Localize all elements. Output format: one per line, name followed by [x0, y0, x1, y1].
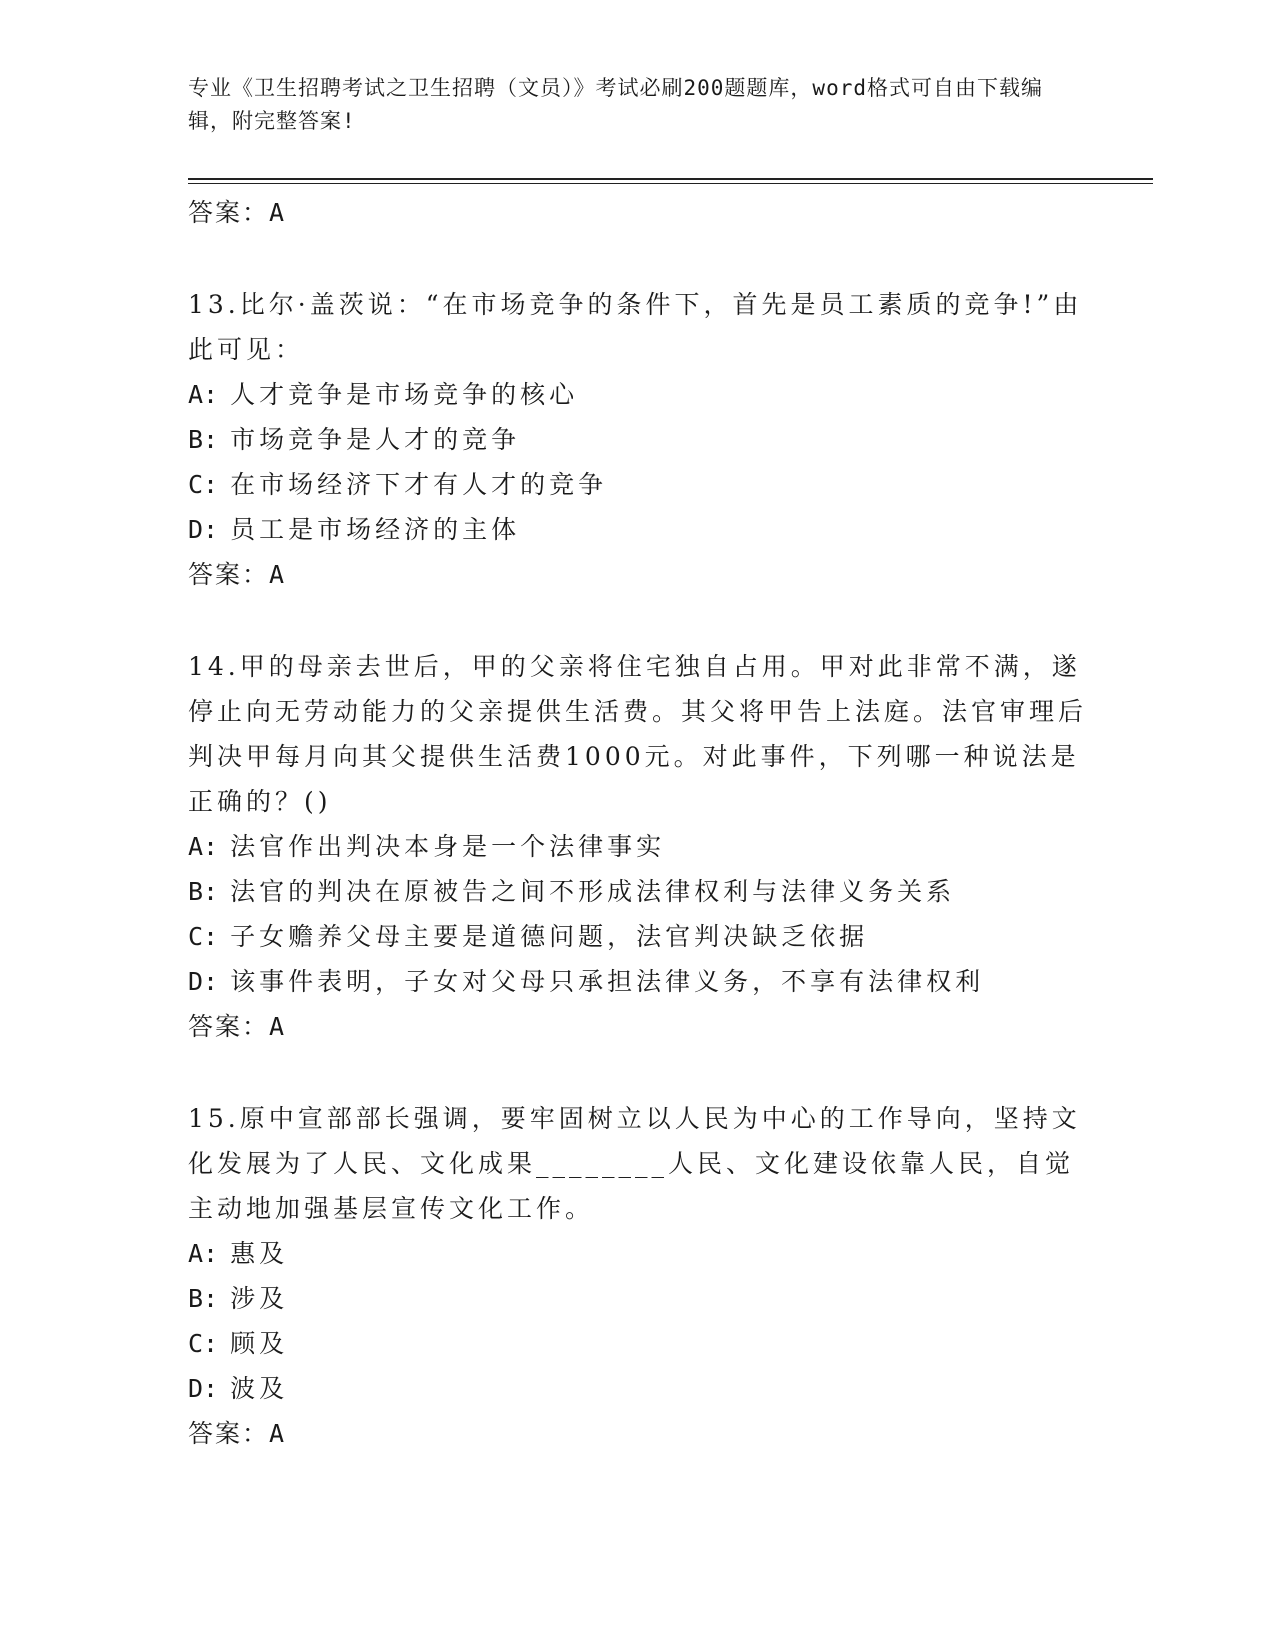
answer-line [188, 190, 1088, 236]
answer-line [188, 1411, 1088, 1457]
option-text: 子女赡养父母主要是道德问题，法官判决缺乏依据 [230, 922, 869, 951]
option-label: B: [188, 1284, 219, 1313]
question-13 [188, 282, 1088, 598]
option-label: A: [188, 832, 219, 861]
question-stem: 14.甲的母亲去世后，甲的父亲将住宅独自占用。甲对此非常不满，遂停止向无劳动能力的父亲提供生活费。其父将甲告上法庭。法官审理后判决甲每月向其父提供生活费1000元。对此事件，下列哪一种说法是正确的？() [188, 652, 1088, 816]
option-text: 惠及 [230, 1239, 289, 1268]
option-b [188, 869, 1088, 914]
option-text: 顾及 [230, 1329, 289, 1358]
option-c [188, 1321, 1088, 1366]
option-label: B: [188, 425, 219, 454]
header-title: 专业《卫生招聘考试之卫生招聘（文员）》考试必刷200题题库，word格式可自由下载编辑，附完整答案! [188, 76, 1043, 133]
option-b [188, 417, 1088, 462]
option-a [188, 372, 1088, 417]
answer-label: 答案： [188, 198, 270, 227]
option-label: C: [188, 1329, 219, 1358]
option-text: 法官作出判决本身是一个法律事实 [230, 832, 666, 861]
option-text: 波及 [230, 1374, 289, 1403]
option-a [188, 1231, 1088, 1276]
answer-line [188, 1004, 1088, 1050]
option-text: 员工是市场经济的主体 [230, 515, 521, 544]
answer-line [188, 552, 1088, 598]
answer-value: A [269, 1012, 287, 1041]
question-stem: 13.比尔·盖茨说：“在市场竞争的条件下，首先是员工素质的竞争!”由此可见： [188, 290, 1083, 364]
option-label: D: [188, 967, 219, 996]
answer-label: 答案： [188, 1012, 270, 1041]
option-label: A: [188, 1239, 219, 1268]
answer-value: A [269, 560, 287, 589]
option-b [188, 1276, 1088, 1321]
answer-label: 答案： [188, 560, 270, 589]
option-label: C: [188, 470, 219, 499]
question-list [188, 190, 1088, 1457]
option-label: D: [188, 1374, 219, 1403]
option-text: 人才竞争是市场竞争的核心 [230, 380, 579, 409]
option-text: 法官的判决在原被告之间不形成法律权利与法律义务关系 [230, 877, 956, 906]
option-label: A: [188, 380, 219, 409]
option-label: B: [188, 877, 219, 906]
answer-value: A [269, 1419, 287, 1448]
question-15 [188, 1096, 1088, 1457]
option-text: 在市场经济下才有人才的竞争 [230, 470, 608, 499]
header-rule-thick [188, 178, 1153, 180]
option-a [188, 824, 1088, 869]
option-text: 市场竞争是人才的竞争 [230, 425, 521, 454]
option-d [188, 1366, 1088, 1411]
option-text: 该事件表明，子女对父母只承担法律义务，不享有法律权利 [230, 967, 985, 996]
header-rule-thin [188, 183, 1153, 184]
option-label: D: [188, 515, 219, 544]
option-c [188, 462, 1088, 507]
answer-value: A [269, 198, 287, 227]
question-14 [188, 644, 1088, 1050]
answer-label: 答案： [188, 1419, 270, 1448]
option-text: 涉及 [230, 1284, 289, 1313]
option-d [188, 959, 1088, 1004]
question-stem: 15.原中宣部部长强调，要牢固树立以人民为中心的工作导向，坚持文化发展为了人民、文化成果________人民、文化建设依靠人民，自觉主动地加强基层宣传文化工作。 [188, 1104, 1081, 1223]
option-d [188, 507, 1088, 552]
option-label: C: [188, 922, 219, 951]
option-c [188, 914, 1088, 959]
